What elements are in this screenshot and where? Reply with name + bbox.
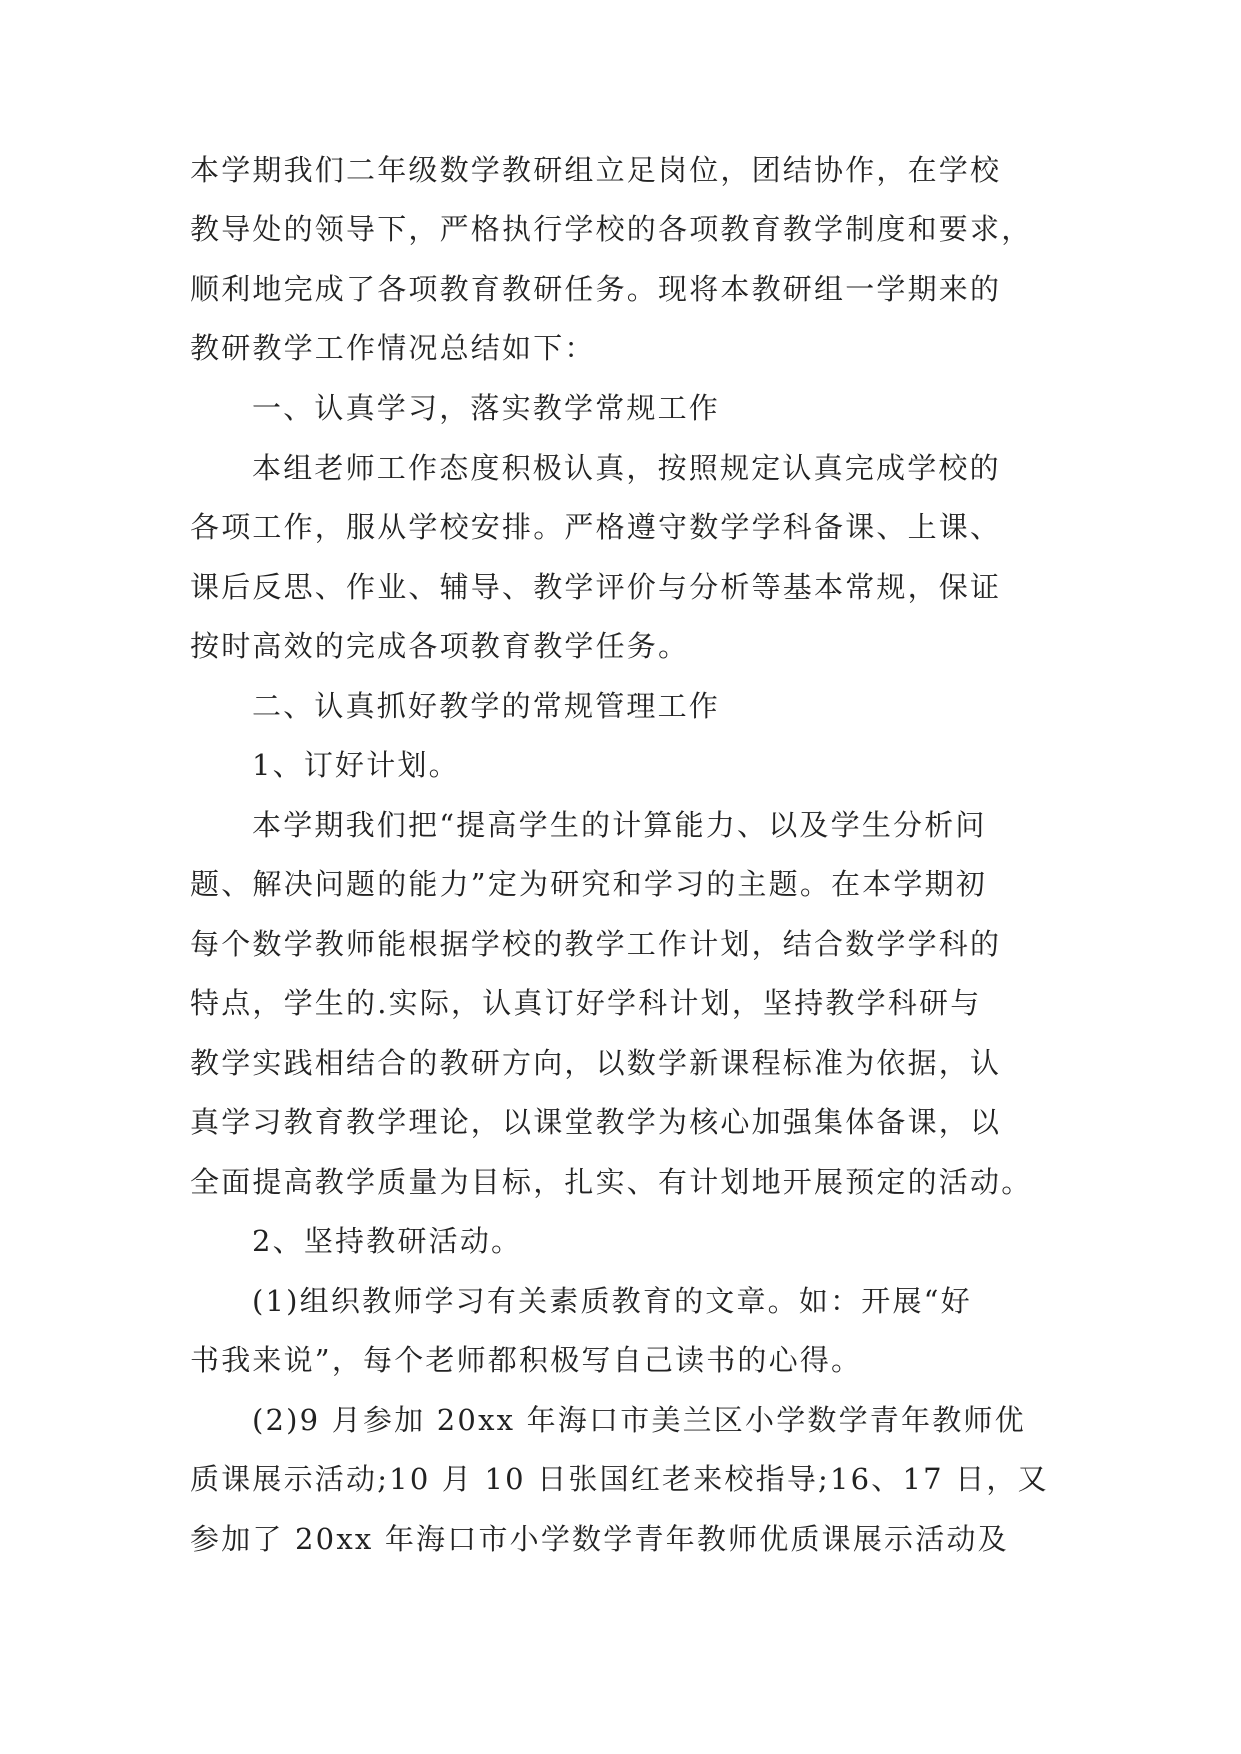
section-heading-1: 一、认真学习，落实教学常规工作	[252, 391, 721, 425]
text-line-6: 本组老师工作态度积极认真，按照规定认真完成学校的	[252, 451, 1001, 485]
text-line-16: 教学实践相结合的教研方向，以数学新课程标准为依据，认	[190, 1046, 1002, 1080]
text-line-13: 题、解决问题的能力”定为研究和学习的主题。在本学期初	[190, 867, 988, 901]
text-line-14: 每个数学教师能根据学校的教学工作计划，结合数学学科的	[190, 927, 1002, 961]
text-line-7: 各项工作，服从学校安排。严格遵守数学学科备课、上课、	[190, 510, 1002, 544]
text-line-1: 本学期我们二年级数学教研组立足岗位，团结协作，在学校	[190, 153, 1002, 187]
text-line-9: 按时高效的完成各项教育教学任务。	[190, 629, 690, 663]
text-line-8: 课后反思、作业、辅导、教学评价与分析等基本常规，保证	[190, 570, 1002, 604]
text-line-4: 教研教学工作情况总结如下：	[190, 331, 596, 365]
text-line-18: 全面提高教学质量为目标，扎实、有计划地开展预定的活动。	[190, 1165, 1033, 1199]
subheading-2: 2、坚持教研活动。	[252, 1224, 523, 1258]
text-line-15: 特点，学生的.实际，认真订好学科计划，坚持教学科研与	[190, 986, 982, 1020]
text-line-22: (2)9 月参加 20xx 年海口市美兰区小学数学青年教师优	[252, 1403, 1026, 1437]
text-line-21: 书我来说”，每个老师都积极写自己读书的心得。	[190, 1343, 863, 1377]
section-heading-2: 二、认真抓好教学的常规管理工作	[252, 689, 721, 723]
subheading-1: 1、订好计划。	[252, 748, 460, 782]
text-line-3: 顺利地完成了各项教育教研任务。现将本教研组一学期来的	[190, 272, 1002, 306]
text-line-2: 教导处的领导下，严格执行学校的各项教育教学制度和要求，	[190, 212, 1033, 246]
text-line-12: 本学期我们把“提高学生的计算能力、以及学生分析问	[252, 808, 987, 842]
text-line-20: (1)组织教师学习有关素质教育的文章。如：开展“好	[252, 1284, 972, 1318]
text-line-23: 质课展示活动;10 月 10 日张国红老来校指导;16、17 日，又	[190, 1462, 1049, 1496]
text-line-17: 真学习教育教学理论，以课堂教学为核心加强集体备课，以	[190, 1105, 1002, 1139]
text-line-24: 参加了 20xx 年海口市小学数学青年教师优质课展示活动及	[190, 1522, 1009, 1556]
